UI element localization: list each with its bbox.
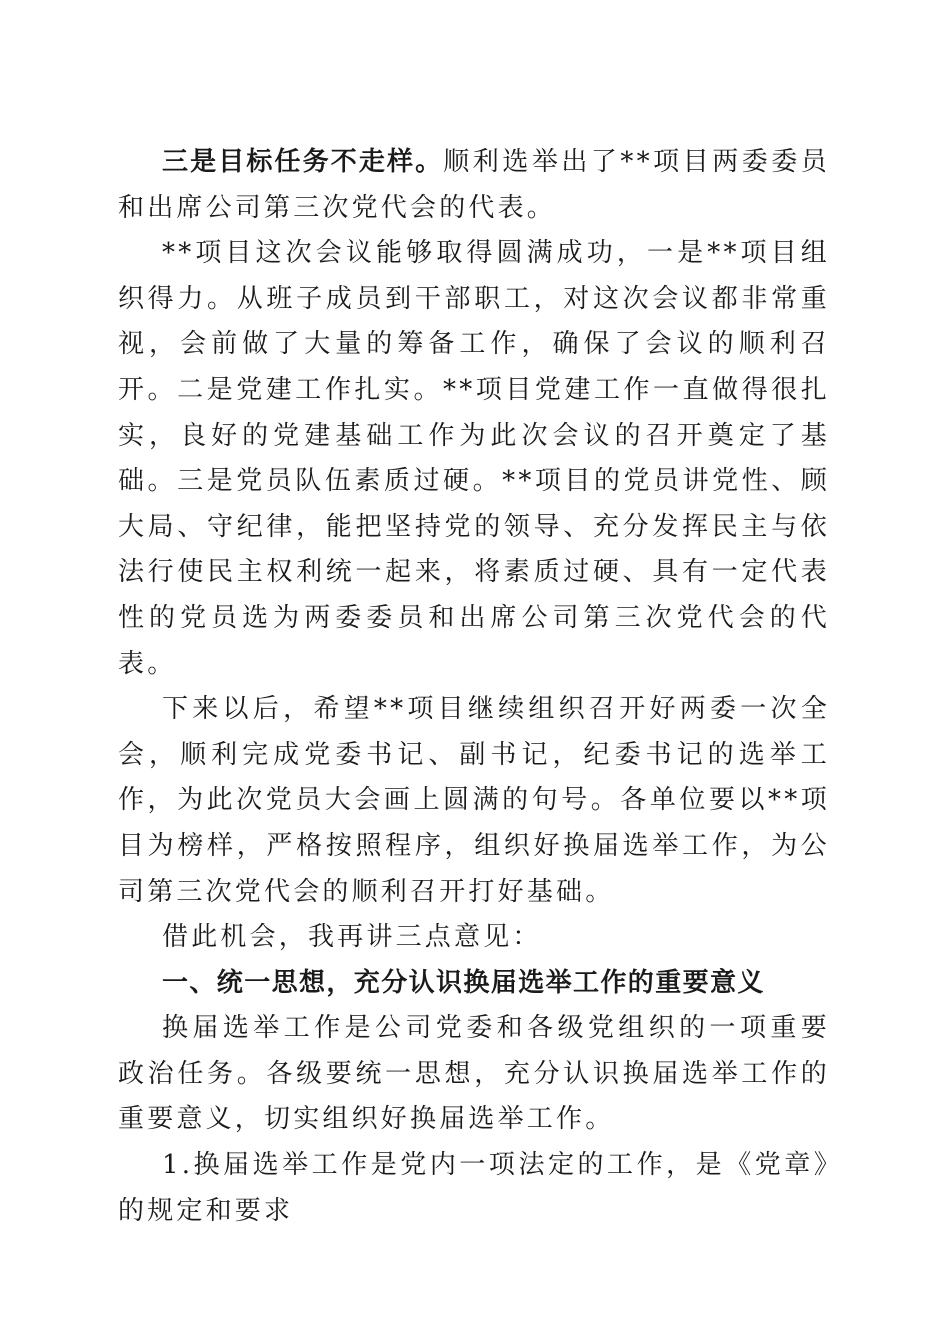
section-paragraph: 换届选举工作是公司党委和各级党组织的一项重要政治任务。各级要统一思想，充分认识换届选举工作的重要意义，切实组织好换届选举工作。 <box>118 1013 830 1135</box>
paragraph-opinions-intro: 借此机会，我再讲三点意见： <box>162 922 542 953</box>
document-body <box>118 140 830 1234</box>
subsection-heading: 1.换届选举工作是党内一项法定的工作，是《党章》的规定和要求 <box>118 1150 830 1226</box>
paragraph-target-tasks <box>118 140 830 231</box>
paragraph-lead: 三是目标任务不走样。 <box>162 147 444 177</box>
section-heading: 一、统一思想，充分认识换届选举工作的重要意义 <box>162 967 765 998</box>
paragraph-text: 顺利选举出了**项目两委委员和出席公司第三次党代会的代表。 <box>118 147 830 223</box>
paragraph-meeting-success: **项目这次会议能够取得圆满成功，一是**项目组织得力。从班子成员到干部职工，对这次会议都非常重视，会前做了大量的筹备工作，确保了会议的顺利召开。二是党建工作扎实。**项目党建工作一直做得很扎实，良好的党建基础工作为此次会议的召开奠定了基础。三是党员队伍素质过硬。**项目的党员讲党性、顾大局、守纪律，能把坚持党的领导、充分发挥民主与依法行使民主权利统一起来，将素质过硬、具有一定代表性的党员选为两委委员和出席公司第三次党代会的代表。 <box>118 238 830 679</box>
paragraph-next-steps: 下来以后，希望**项目继续组织召开好两委一次全会，顺利完成党委书记、副书记，纪委书记的选举工作，为此次党员大会画上圆满的句号。各单位要以**项目为榜样，严格按照程序，组织好换届选举工作，为公司第三次党代会的顺利召开打好基础。 <box>118 694 830 907</box>
